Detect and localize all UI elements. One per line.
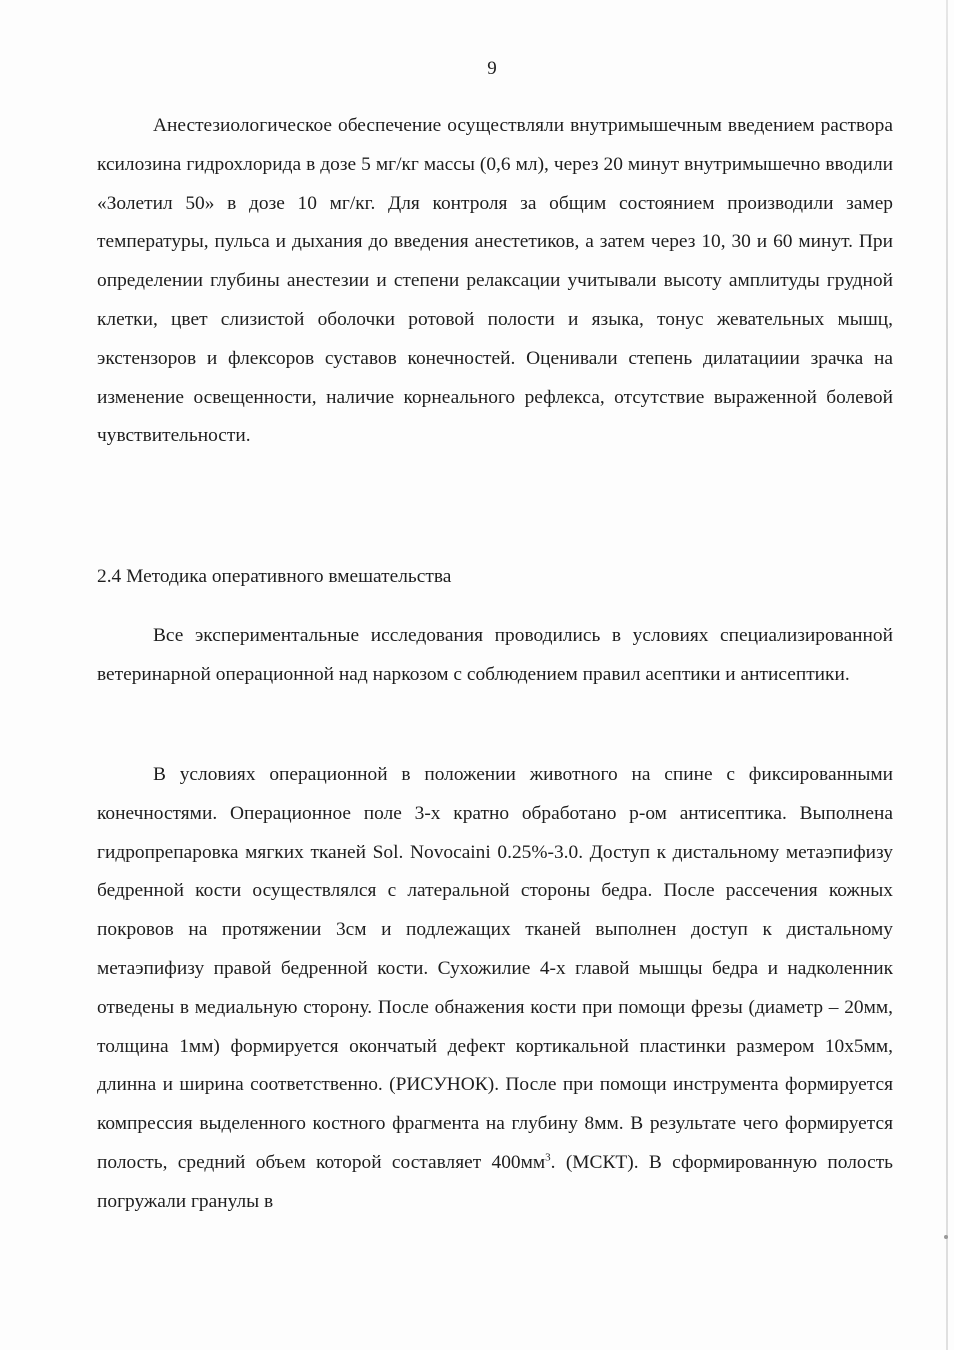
experiment-conditions-paragraph: Все экспериментальные исследования проводились в условиях специализированной ветеринарной операционной над наркозом с соблюдением правил асептики и антисептики.	[97, 625, 893, 685]
surgery-procedure-text: В условиях операционной в положении животного на спине с фиксированными конечностями. Операционное поле 3-х кратно обработано р-ом антисептика. Выполнена гидропрепаровка мягких тканей Sol. Novocaini 0.25%-3.0. Доступ к дистальному метаэпифизу бедренной кости осуществлялся с латеральной стороны бедра. После рассечения кожных покровов на протяжении 3см и подлежащих тканей выполнен доступ к дистальному метаэпифизу правой бедренной кости. Сухожилие 4-х главой мышцы бедра и надколенник отведены в медиальную сторону. После обнажения кости при помощи фрезы (диаметр – 20мм, толщина 1мм) формируется окончатый дефект кортикальной пластинки размером 10х5мм, длинна и ширина соответственно. (РИСУНОК). После при помощи инструмента формируется компрессия выделенного костного фрагмента на глубину 8мм. В результате чего формируется полость, средний объем которой составляет 400мм	[97, 764, 893, 1173]
experiment-conditions-block	[97, 617, 893, 695]
page-number: 9	[487, 58, 497, 79]
anesthesia-paragraph-block	[97, 107, 893, 456]
superscript-cube: 3	[545, 1151, 551, 1164]
surgery-procedure-text-end: . (МСКТ). В сформированную полость погружали гранулы в	[97, 1151, 894, 1212]
section-heading: 2.4 Методика оперативного вмешательства	[97, 566, 452, 587]
scan-edge	[946, 0, 948, 1350]
scan-speck	[944, 1235, 948, 1239]
anesthesia-paragraph: Анестезиологическое обеспечение осуществляли внутримышечным введением раствора ксилозина гидрохлорида в дозе 5 мг/кг массы (0,6 мл), через 20 минут внутримышечно вводили «Золетил 50» в дозе 10 мг/кг. Для контроля за общим состоянием производили замер температуры, пульса и дыхания до введения анестетиков, а затем через 10, 30 и 60 минут. При определении глубины анестезии и степени релаксации учитывали высоту амплитуды грудной клетки, цвет слизистой оболочки ротовой полости и языка, тонус жевательных мышц, экстензоров и флексоров суставов конечностей. Оценивали степень дилатациии зрачка на изменение освещенности, наличие корнеального рефлекса, отсутствие выраженной болевой чувствительности.	[97, 115, 893, 447]
surgery-procedure-block	[97, 756, 893, 1222]
surgery-procedure-paragraph	[97, 756, 893, 1222]
